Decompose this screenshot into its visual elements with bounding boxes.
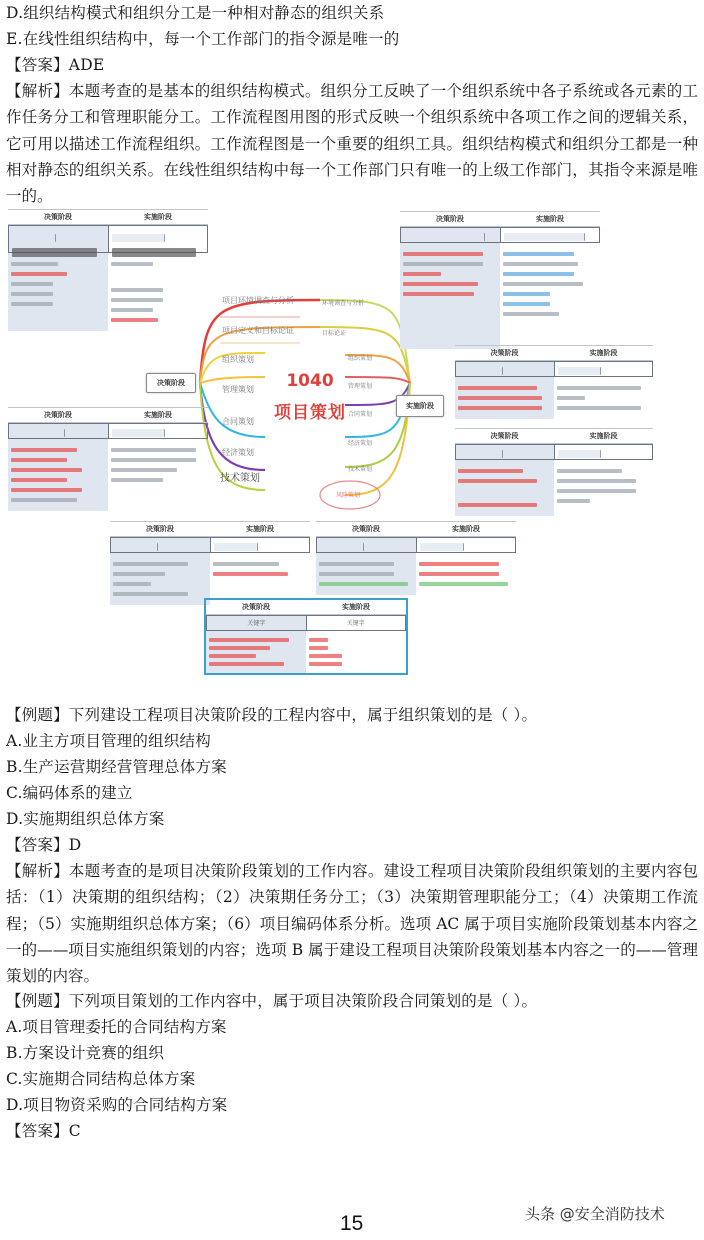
- branch-right-7: 技术策划: [348, 466, 373, 473]
- header-decision: 决策阶段: [242, 603, 270, 611]
- branch-left-7: 技术策划: [220, 473, 260, 484]
- table-organization: [8, 407, 208, 511]
- header-implementation: 实施阶段: [536, 215, 564, 223]
- page-number: 15: [340, 1212, 364, 1235]
- branch-right-2: 目标论证: [322, 330, 347, 337]
- example2-answer: 【答案】C: [6, 1122, 81, 1140]
- example2-option-d: D.项目物资采购的合同结构方案: [6, 1096, 228, 1114]
- header-decision: 决策阶段: [146, 525, 174, 533]
- header-decision: 决策阶段: [44, 213, 72, 221]
- project-planning-mindmap: [0, 205, 704, 675]
- example1-analysis: 【解析】本题考查的是项目决策阶段策划的工作内容。建设工程项目决策阶段组织策划的主要内容包括：（1）决策期的组织结构；（2）决策期任务分工；（3）决策期管理职能分工；（4）决策期工作流程；（5）实施期组织总体方案；（6）项目编码体系分析。选项 AC 属于项目实施阶段策划基本内容之一的——项目实施组织策划的内容；选项 B 属于建设工程项目决策阶段策划基本内容之一的——管理策划的内容。: [6, 862, 698, 986]
- example1-option-d: D.实施期组织总体方案: [6, 810, 165, 828]
- header-implementation: 实施阶段: [144, 411, 172, 419]
- example1-option-b: B.生产运营期经营管理总体方案: [6, 758, 227, 776]
- center-number: 1040: [286, 371, 334, 391]
- table-objective: [400, 211, 600, 349]
- example2-option-c: C.实施期合同结构总体方案: [6, 1070, 196, 1088]
- branch-right-8: 风险策划: [336, 492, 361, 499]
- node-implementation-stage: 实施阶段: [396, 395, 444, 417]
- table-management: [455, 345, 653, 419]
- branch-right-3: 组织策划: [348, 355, 373, 362]
- branch-right-6: 经济策划: [348, 440, 373, 447]
- answer-1: 【答案】ADE: [6, 56, 105, 74]
- keyword-title-left: 关键字: [207, 616, 307, 630]
- analysis-1: 【解析】本题考查的是基本的组织结构模式。组织分工反映了一个组织系统中各子系统或各元素的工作任务分工和管理职能分工。工作流程图用图的形式反映一个组织系统中各项工作之间的逻辑关系，它可用以描述工作流程组织。工作流程图是一个重要的组织工具。组织结构模式和组织分工都是一种相对静态的组织关系。在线性组织结构中每一个工作部门只有唯一的上级工作部门，其指令来源是唯一的。: [6, 82, 698, 206]
- watermark: 头条 @安全消防技术: [525, 1205, 665, 1223]
- example1-answer: 【答案】D: [6, 836, 82, 854]
- branch-right-5: 合同策划: [348, 411, 373, 418]
- header-implementation: 实施阶段: [589, 432, 618, 440]
- example2-question: 【例题】下列项目策划的工作内容中，属于项目决策阶段合同策划的是（ ）。: [6, 992, 538, 1010]
- header-implementation: 实施阶段: [246, 525, 274, 533]
- table-contract: [455, 428, 653, 516]
- example1-option-c: C.编码体系的建立: [6, 784, 133, 802]
- example1-question: 【例题】下列建设工程项目决策阶段的工程内容中，属于组织策划的是（ ）。: [6, 706, 538, 724]
- branch-left-1: 项目环境调查与分析: [222, 296, 294, 305]
- header-decision: 决策阶段: [490, 349, 519, 357]
- branch-left-2: 项目定义和目标论证: [222, 326, 294, 335]
- example1-option-a: A.业主方项目管理的组织结构: [6, 732, 211, 750]
- branch-left-4: 管理策划: [222, 385, 254, 394]
- header-decision: 决策阶段: [490, 432, 519, 440]
- example2-option-b: B.方案设计竞赛的组织: [6, 1044, 165, 1062]
- keyword-title-right: 关键字: [346, 620, 365, 627]
- table-technical: [316, 521, 516, 595]
- option-d: D.组织结构模式和组织分工是一种相对静态的组织关系: [6, 4, 385, 22]
- branch-left-3: 组织策划: [222, 355, 254, 364]
- table-keywords: [204, 598, 408, 675]
- branch-left-6: 经济策划: [222, 448, 254, 457]
- example2-option-a: A.项目管理委托的合同结构方案: [6, 1018, 227, 1036]
- header-decision: 决策阶段: [352, 525, 380, 533]
- node-decision-stage: 决策阶段: [146, 373, 196, 393]
- header-implementation: 实施阶段: [144, 213, 172, 221]
- header-implementation: 实施阶段: [589, 349, 618, 357]
- header-implementation: 实施阶段: [452, 525, 480, 533]
- header-decision: 决策阶段: [44, 411, 72, 419]
- branch-right-4: 管理策划: [348, 383, 373, 390]
- header-implementation: 实施阶段: [342, 603, 370, 611]
- option-e: E.在线性组织结构中，每一个工作部门的指令源是唯一的: [6, 30, 400, 48]
- branch-right-1: 环境调查与分析: [322, 300, 365, 307]
- table-environment: [8, 209, 208, 331]
- center-title: 项目策划: [274, 403, 346, 423]
- table-economic: [110, 521, 310, 605]
- header-decision: 决策阶段: [436, 215, 464, 223]
- branch-left-5: 合同策划: [222, 417, 254, 426]
